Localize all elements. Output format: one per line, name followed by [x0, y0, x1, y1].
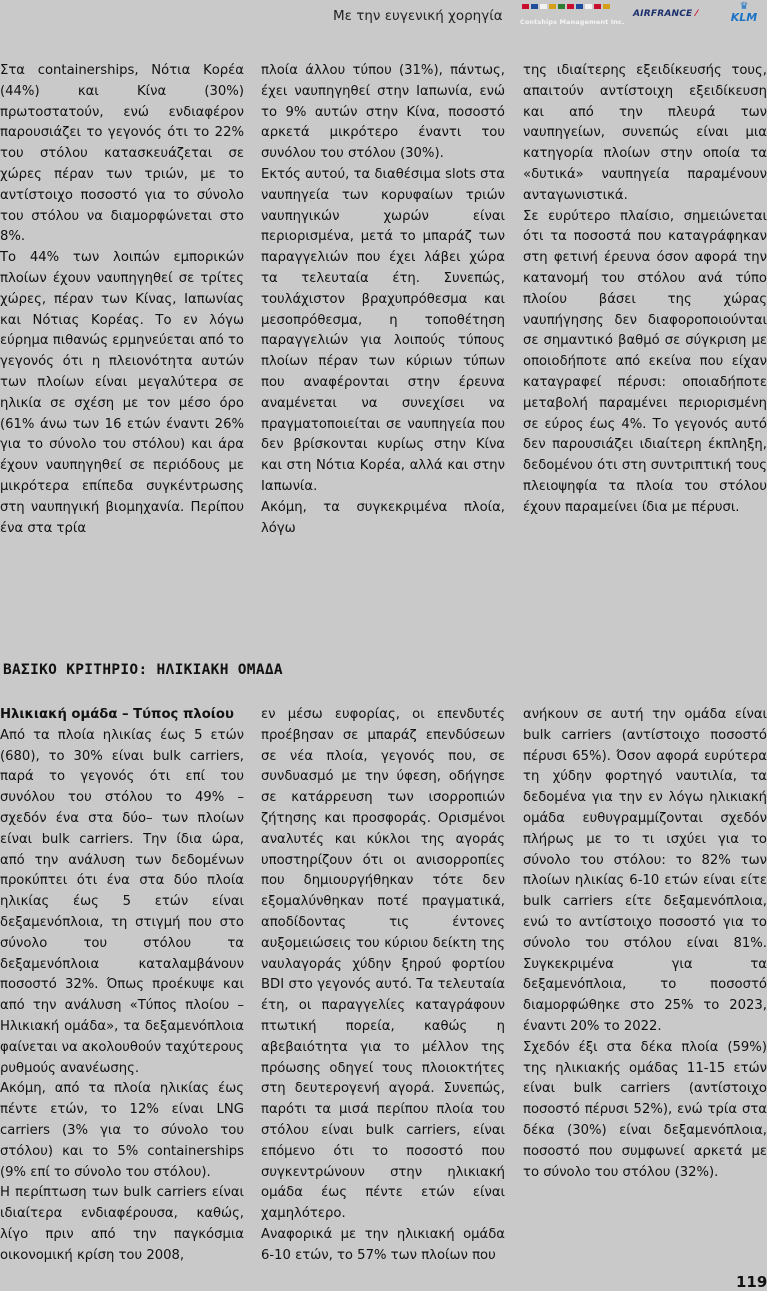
- airfrance-stripe-icon: ⁄: [692, 9, 698, 19]
- airfrance-logo-text: AIRFRANCE: [633, 9, 693, 19]
- bottom-column-1: [0, 705, 244, 1267]
- paragraph: Από τα πλοία ηλικίας έως 5 ετών (680), το 30% είναι bulk carriers, παρά το γεγονός ότι επί του συνόλου του στόλου το 49% –σχεδόν ένα στα δύο– των πλοίων είναι bulk carriers. Την ίδια ώρα, από την ανάλυση των δεδομένων προκύπτει ότι ένα στα δύο πλοία ηλικίας έως 5 ετών είναι δεξαμενόπλοια, τη στιγμή που στο σύνολο του στόλου τα δεξαμενόπλοια καταλαμβάνουν ποσοστό 32%. Όπως προέκυψε και από την ανάλυση «Τύπος πλοίου – Ηλικιακή ομάδα», τα δεξαμενόπλοια φαίνεται να ακολουθούν ταχύτερους ρυθμούς ανανέωσης.: [0, 727, 245, 1076]
- paragraph: Στα containerships, Νότια Κορέα (44%) και Κίνα (30%) πρωτοστατούν, ενώ ενδιαφέρον παρουσιάζει το γεγονός ότι το 22% του στόλου κατασκευάζεται σε χώρες πέραν των τριών, με το αντίστοιχο ποσοστό για το σύνολο του στόλου να διαμορφώνεται στο 8%.: [0, 63, 244, 245]
- airfrance-logo: [633, 9, 697, 19]
- paragraph: Σε ευρύτερο πλαίσιο, σημειώνεται ότι τα ποσοστά που καταγράφηκαν στη φετινή έρευνα όσον αφορά την κατανομή του στόλου ανά τύπο πλοίου βάσει της χώρας ναυπήγησης δεν διαφοροποιούνται σε σημαντικό βαθμό σε σύγκριση με οποιοδήποτε από εκείνα που είχαν καταγραφεί πέρυσι: οποιαδήποτε μεταβολή παραμένει περιορισμένη σε εύρος έως 4%. Το γεγονός αυτό δεν παρουσιάζει ιδιαίτερη έκπληξη, δεδομένου ότι στη συντριπτική τους πλειοψηφία τα πλοία του στόλου έχουν παραμείνει ίδια με πέρυσι.: [523, 208, 767, 515]
- bottom-column-2: [261, 705, 505, 1267]
- page-header: [0, 0, 764, 36]
- flag-strip-icon: [522, 4, 622, 12]
- paragraph: Ακόμη, από τα πλοία ηλικίας έως πέντε ετών, το 12% είναι LNG carriers (3% για το σύνολο του στόλου) και το 5% containerships (9% επί το σύνολο του στόλου).: [0, 1081, 244, 1180]
- paragraph: Εκτός αυτού, τα διαθέσιμα slots στα ναυπηγεία των κορυφαίων τριών ναυπηγικών χωρών είναι περιορισμένα, μετά το μπαράζ των παραγγελιών που έχει λάβει χώρα τα τελευταία έτη. Συνεπώς, τουλάχιστον βραχυπρόθεσμα και μεσοπρόθεσμα, η τοποθέτηση παραγγελιών για λοιπούς τύπους πλοίων πέραν των κύριων τύπων που αναφέρονται στην έρευνα αναμένεται να συνεχίσει να πραγματοποιείται σε ναυπηγεία που δεν βρίσκονται κυρίως στην Κίνα και στη Νότια Κορέα, αλλά και στην Ιαπωνία.: [261, 166, 505, 494]
- top-column-2: [261, 61, 505, 539]
- paragraph: της ιδιαίτερης εξειδίκευσής τους, απαιτούν αντίστοιχη εξειδίκευση και από την πλευρά των ναυπηγείων, συνεπώς είναι μια κατηγορία πλοίων στην οποία τα «δυτικά» ναυπηγεία παραμένουν ανταγωνιστικά.: [523, 63, 767, 203]
- paragraph: ανήκουν σε αυτή την ομάδα είναι bulk carriers (αντίστοιχο ποσοστό πέρυσι 65%). Όσον αφορά ευρύτερα τη χύδην φορτηγό ναυτιλία, τα δεδομένα για την εν λόγω ηλικιακή ομάδα ευθυγραμμίζονται σχεδόν πλήρως με το τι ισχύει για το σύνολο του στόλου: το 82% των πλοίων ηλικίας 6-10 ετών είναι είτε bulk carriers είτε δεξαμενόπλοια, ενώ το αντίστοιχο ποσοστό για το σύνολο του στόλου είναι 81%. Συγκεκριμένα για τα δεξαμενόπλοια, το ποσοστό διαμορφώθηκε στο 25% το 2023, έναντι 20% το 2022.: [523, 707, 767, 1034]
- bottom-column-3: [523, 705, 767, 1183]
- page-number: 119: [736, 1273, 767, 1291]
- klm-logo-text: KLM: [730, 11, 758, 24]
- sponsor-text: Με την ευγενική χορηγία: [333, 8, 503, 24]
- section-heading: ΒΑΣΙΚΟ ΚΡΙΤΗΡΙΟ: ΗΛΙΚΙΑΚΗ ΟΜΑΔΑ: [3, 662, 283, 678]
- paragraph: πλοία άλλου τύπου (31%), πάντως, έχει ναυπηγηθεί στην Ιαπωνία, ενώ το 9% αυτών στην Κίνα, ποσοστό αρκετά μικρότερο έναντι του συνόλου του στόλου (30%).: [261, 63, 505, 162]
- paragraph: εν μέσω ευφορίας, οι επενδυτές προέβησαν σε μπαράζ επενδύσεων σε νέα πλοία, γεγονός που, σε συνδυασμό με την ύφεση, οδήγησε σε κατάρρευση των ισορροπιών ζήτησης και προσφοράς. Ορισμένοι αναλυτές και κύκλοι της αγοράς υποστηρίζουν ότι οι ανισορροπίες που δημιουργήθηκαν τότε δεν εξομαλύνθηκαν ποτέ πραγματικά, αποδίδοντας τις έντονες αυξομειώσεις του κύριου δείκτη της ναυλαγοράς χύδην ξηρού φορτίου BDI στο γεγονός αυτό. Τα τελευταία έτη, οι παραγγελίες καταγράφουν πτωτική πορεία, καθώς η αβεβαιότητα για το μέλλον της πρόωσης οδηγεί τους πλοιοκτήτες στη δευτερογενή αγορά. Συνεπώς, παρότι τα μισά περίπου πλοία του στόλου είναι bulk carriers, είναι επόμενο ότι το ποσοστό που συγκεντρώνουν στην ηλικιακή ομάδα έως πέντε ετών είναι χαμηλότερο.: [261, 707, 505, 1222]
- klm-logo: [727, 2, 761, 30]
- paragraph: Σχεδόν έξι στα δέκα πλοία (59%) της ηλικιακής ομάδας 11-15 ετών είναι bulk carriers (αντίστοιχο ποσοστό πέρυσι 52%), ενώ τρία στα δέκα (30%) είναι δεξαμενόπλοια, ποσοστό που συμφωνεί αρκετά με το σύνολο του στόλου (32%).: [523, 1039, 767, 1180]
- paragraph: Το 44% των λοιπών εμπορικών πλοίων έχουν ναυπηγηθεί σε τρίτες χώρες, πέραν των Κίνας, Ιαπωνίας και Νότιας Κορέας. Το εν λόγω εύρημα πιθανώς ερμηνεύεται από το γεγονός ότι η πλειονότητα αυτών των πλοίων είναι μεγαλύτερα σε ηλικία σε σχέση με τον μέσο όρο (61% άνω των 16 ετών έναντι 26% για το σύνολο του στόλου) και άρα έχουν ναυπηγηθεί σε περιόδους με μικρότερα επίπεδα συγκέντρωσης στη ναυπηγική βιομηχανία. Περίπου ένα στα τρία: [0, 250, 244, 536]
- top-column-3: [523, 61, 767, 519]
- contships-logo: [518, 2, 630, 30]
- paragraph: Ακόμη, τα συγκεκριμένα πλοία, λόγω: [261, 499, 505, 536]
- top-column-1: [0, 61, 244, 539]
- paragraph: Αναφορικά με την ηλικιακή ομάδα 6-10 ετών, το 57% των πλοίων που: [261, 1226, 505, 1263]
- contships-logo-text: Contships Management Inc.: [520, 18, 625, 26]
- paragraph: Η περίπτωση των bulk carriers είναι ιδιαίτερα ενδιαφέρουσα, καθώς, λίγο πριν από την παγκόσμια οικονομική κρίση του 2008,: [0, 1185, 244, 1263]
- subheading: Ηλικιακή ομάδα – Τύπος πλοίου: [0, 707, 234, 722]
- klm-crown-icon: ♛: [739, 1, 749, 12]
